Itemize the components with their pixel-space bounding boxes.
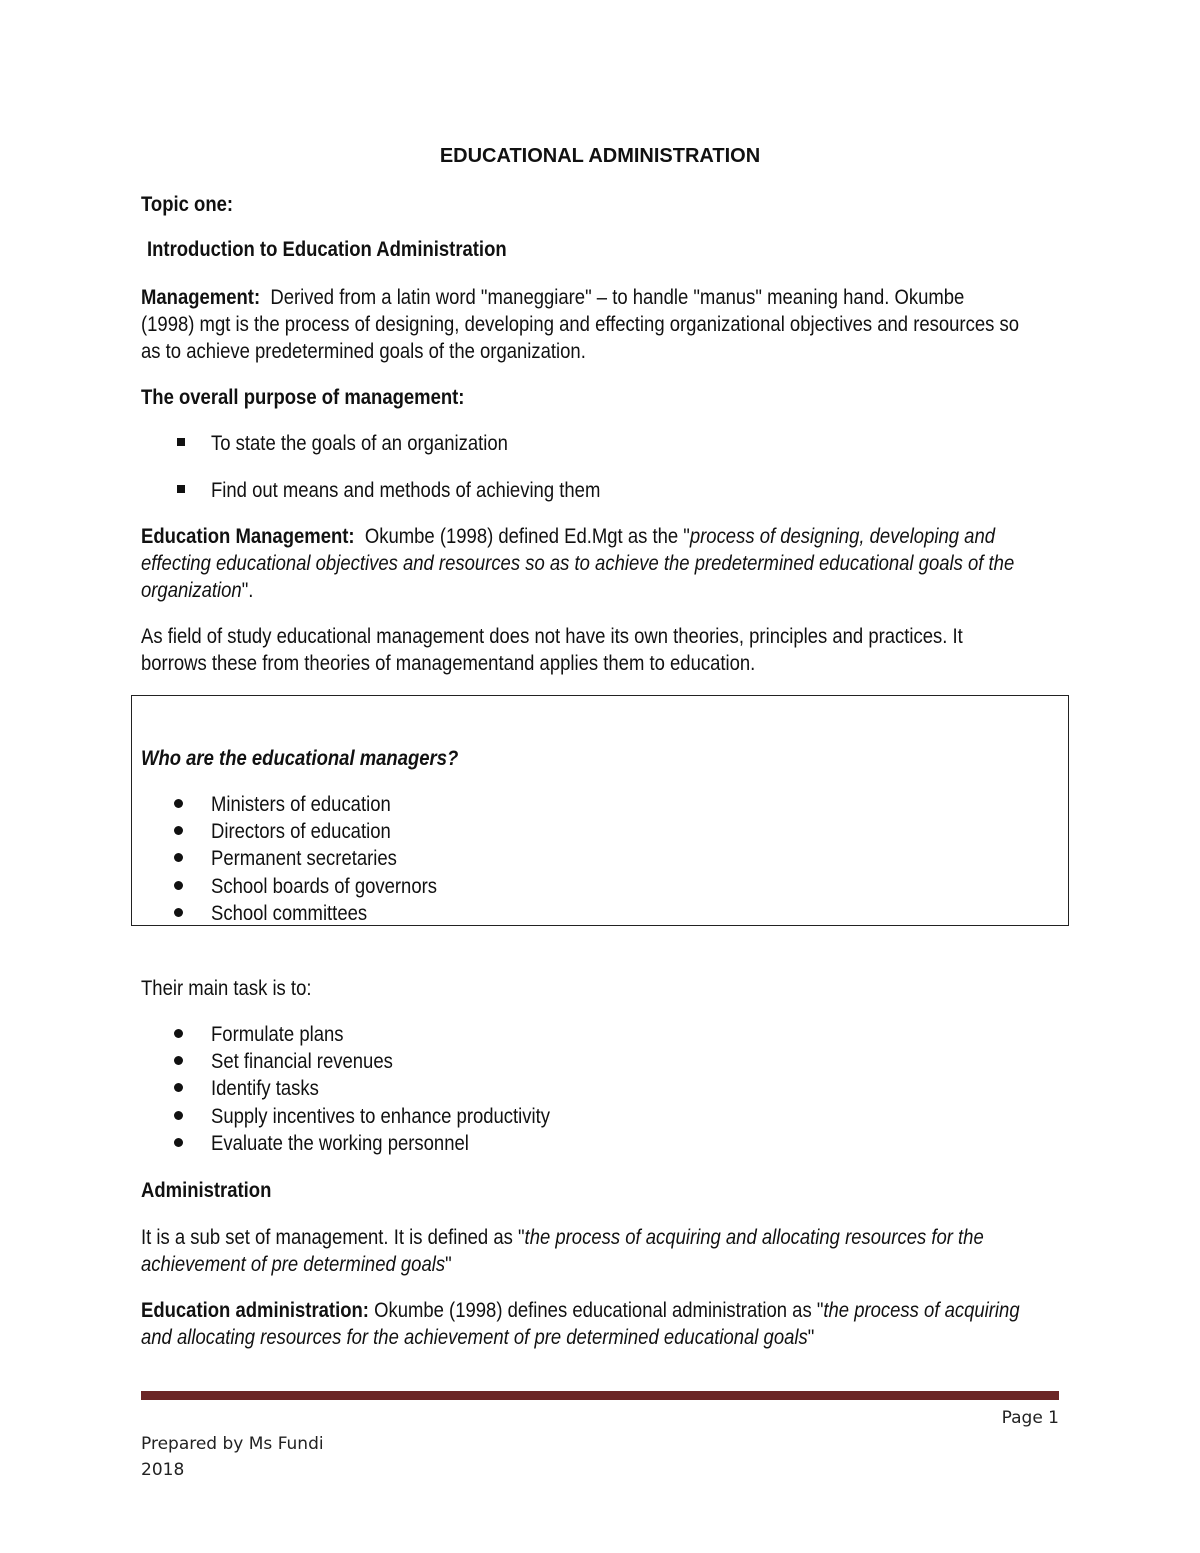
administration-heading: Administration — [141, 1179, 272, 1202]
purpose-heading: The overall purpose of management: — [141, 386, 465, 409]
management-line-1: Management: Derived from a latin word "maneggiare" – to handle "manus" meaning hand. Okumbe — [141, 286, 965, 309]
administration-line-2: achievement of pre determined goals" — [141, 1253, 452, 1276]
management-line-2: (1998) mgt is the process of designing, developing and effecting organizational objectives and resources so — [141, 313, 1020, 336]
manager-item: Directors of education — [211, 820, 391, 843]
intro-heading: Introduction to Education Administration — [147, 238, 507, 261]
administration-line-1: It is a sub set of management. It is defined as "the process of acquiring and allocating resources for the — [141, 1226, 984, 1249]
bullet-icon — [174, 1083, 183, 1092]
ed-mgmt-line-3: organization". — [141, 579, 254, 602]
manager-item: School committees — [211, 902, 368, 925]
footer-prepared: Prepared by Ms Fundi — [141, 1434, 324, 1454]
document-title: EDUCATIONAL ADMINISTRATION — [439, 145, 761, 167]
manager-item: Permanent secretaries — [211, 847, 397, 870]
square-bullet-icon — [177, 438, 185, 446]
field-line-2: borrows these from theories of managementand applies them to education. — [141, 652, 756, 675]
bullet-icon — [174, 1029, 183, 1038]
topic-heading: Topic one: — [141, 193, 234, 216]
footer-rule — [141, 1391, 1059, 1400]
square-bullet-icon — [177, 485, 185, 493]
page-number: Page 1 — [1001, 1408, 1059, 1428]
bullet-icon — [174, 853, 183, 862]
bullet-icon — [174, 1111, 183, 1120]
manager-item: Ministers of education — [211, 793, 391, 816]
purpose-item: Find out means and methods of achieving them — [211, 479, 601, 502]
ed-admin-line-2: and allocating resources for the achievement of pre determined educational goals" — [141, 1326, 815, 1349]
bullet-icon — [174, 1138, 183, 1147]
bullet-icon — [174, 908, 183, 917]
bullet-icon — [174, 826, 183, 835]
bullet-icon — [174, 1056, 183, 1065]
task-item: Supply incentives to enhance productivity — [211, 1105, 551, 1128]
tasks-intro: Their main task is to: — [141, 977, 312, 1000]
task-item: Set financial revenues — [211, 1050, 393, 1073]
task-item: Identify tasks — [211, 1077, 319, 1100]
field-line-1: As field of study educational management does not have its own theories, principles and practices. It — [141, 625, 963, 648]
ed-mgmt-label: Education Management: — [141, 525, 355, 548]
footer-year: 2018 — [141, 1460, 185, 1480]
ed-mgmt-line-2: effecting educational objectives and resources so as to achieve the predetermined educational goals of the — [141, 552, 1015, 575]
management-label: Management: — [141, 286, 261, 309]
management-line-3: as to achieve predetermined goals of the organization. — [141, 340, 586, 363]
task-item: Formulate plans — [211, 1023, 344, 1046]
purpose-item: To state the goals of an organization — [211, 432, 508, 455]
ed-admin-label: Education administration: — [141, 1299, 369, 1322]
task-item: Evaluate the working personnel — [211, 1132, 469, 1155]
managers-question: Who are the educational managers? — [141, 747, 459, 770]
ed-mgmt-line-1: Education Management: Okumbe (1998) defined Ed.Mgt as the "process of designing, developing and — [141, 525, 995, 548]
ed-admin-line-1: Education administration: Okumbe (1998) defines educational administration as "the process of acquiring — [141, 1299, 1020, 1322]
manager-item: School boards of governors — [211, 875, 438, 898]
bullet-icon — [174, 881, 183, 890]
bullet-icon — [174, 799, 183, 808]
